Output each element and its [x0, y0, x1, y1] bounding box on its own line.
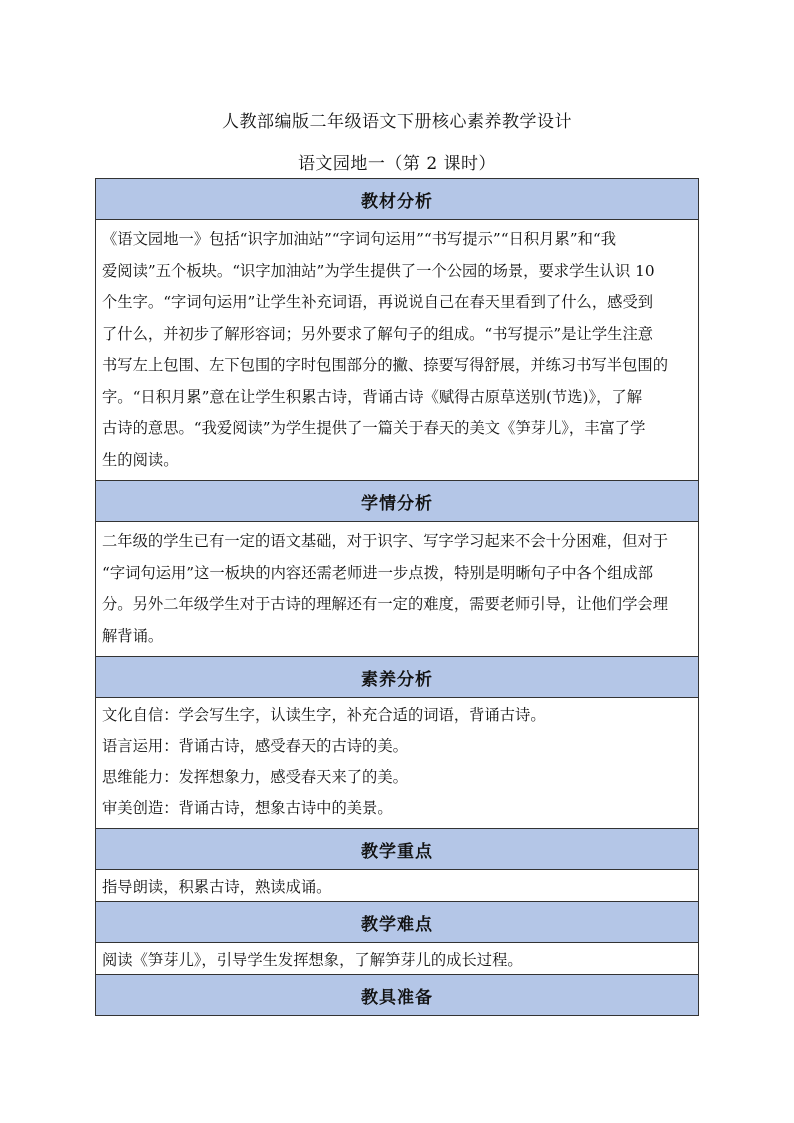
student-analysis-body	[96, 522, 699, 657]
student-analysis-heading: 学情分析	[96, 481, 699, 522]
text-line: 书写左上包围、左下包围的字时包围部分的撇、捺要写得舒展，并练习书写半包围的	[102, 356, 668, 374]
text-line: 《语文园地一》包括“识字加油站”“字词句运用”“书写提示”“日积月累”和“我	[102, 230, 616, 248]
text-line: 了什么，并初步了解形容词；另外要求了解句子的组成。“书写提示”是让学生注意	[102, 324, 654, 343]
teaching-difficulty-heading: 教学难点	[96, 902, 699, 943]
text-line: 解背诵。	[102, 626, 164, 645]
text-line: 爱阅读”五个板块。“识字加油站”为学生提供了一个公园的场景，要求学生认识 10	[102, 261, 655, 280]
teaching-tools-heading: 教具准备	[96, 975, 699, 1016]
document-title: 人教部编版二年级语文下册核心素养教学设计	[222, 112, 572, 132]
teaching-focus-body: 指导朗读，积累古诗，熟读成诵。	[96, 870, 699, 902]
text-line: 分。另外二年级学生对于古诗的理解还有一定的难度，需要老师引导，让他们学会理	[102, 595, 668, 613]
list-item: 文化自信：学会写生字，认读生字，补充合适的词语，背诵古诗。	[102, 706, 546, 724]
teaching-focus-heading: 教学重点	[96, 829, 699, 870]
literacy-analysis-body	[96, 698, 699, 829]
material-analysis-heading: 教材分析	[96, 179, 699, 220]
list-item: 审美创造：背诵古诗，想象古诗中的美景。	[102, 799, 393, 817]
list-item: 语言运用：背诵古诗，感受春天的古诗的美。	[102, 737, 408, 755]
text-line: 个生字。“字词句运用”让学生补充词语，再说说自己在春天里看到了什么，感受到	[102, 293, 654, 311]
literacy-analysis-heading: 素养分析	[96, 657, 699, 698]
lesson-plan-table	[95, 178, 699, 1016]
document-subtitle: 语文园地一（第 2 课时）	[297, 154, 497, 174]
teaching-difficulty-body: 阅读《笋芽儿》，引导学生发挥想象，了解笋芽儿的成长过程。	[96, 943, 699, 975]
text-line: 二年级的学生已有一定的语文基础，对于识字、写字学习起来不会十分困难，但对于	[102, 532, 668, 550]
text-line: 生的阅读。	[102, 450, 179, 469]
text-line: “字词句运用”这一板块的内容还需老师进一步点拨，特别是明晰句子中各个组成部	[102, 563, 654, 582]
material-analysis-body	[96, 220, 699, 481]
list-item: 思维能力：发挥想象力，感受春天来了的美。	[102, 768, 408, 786]
text-line: 字。“日积月累”意在让学生积累古诗，背诵古诗《赋得古原草送别(节选)》，了解	[102, 387, 643, 406]
text-line: 古诗的意思。“我爱阅读”为学生提供了一篇关于春天的美文《笋芽儿》，丰富了学	[102, 419, 646, 437]
